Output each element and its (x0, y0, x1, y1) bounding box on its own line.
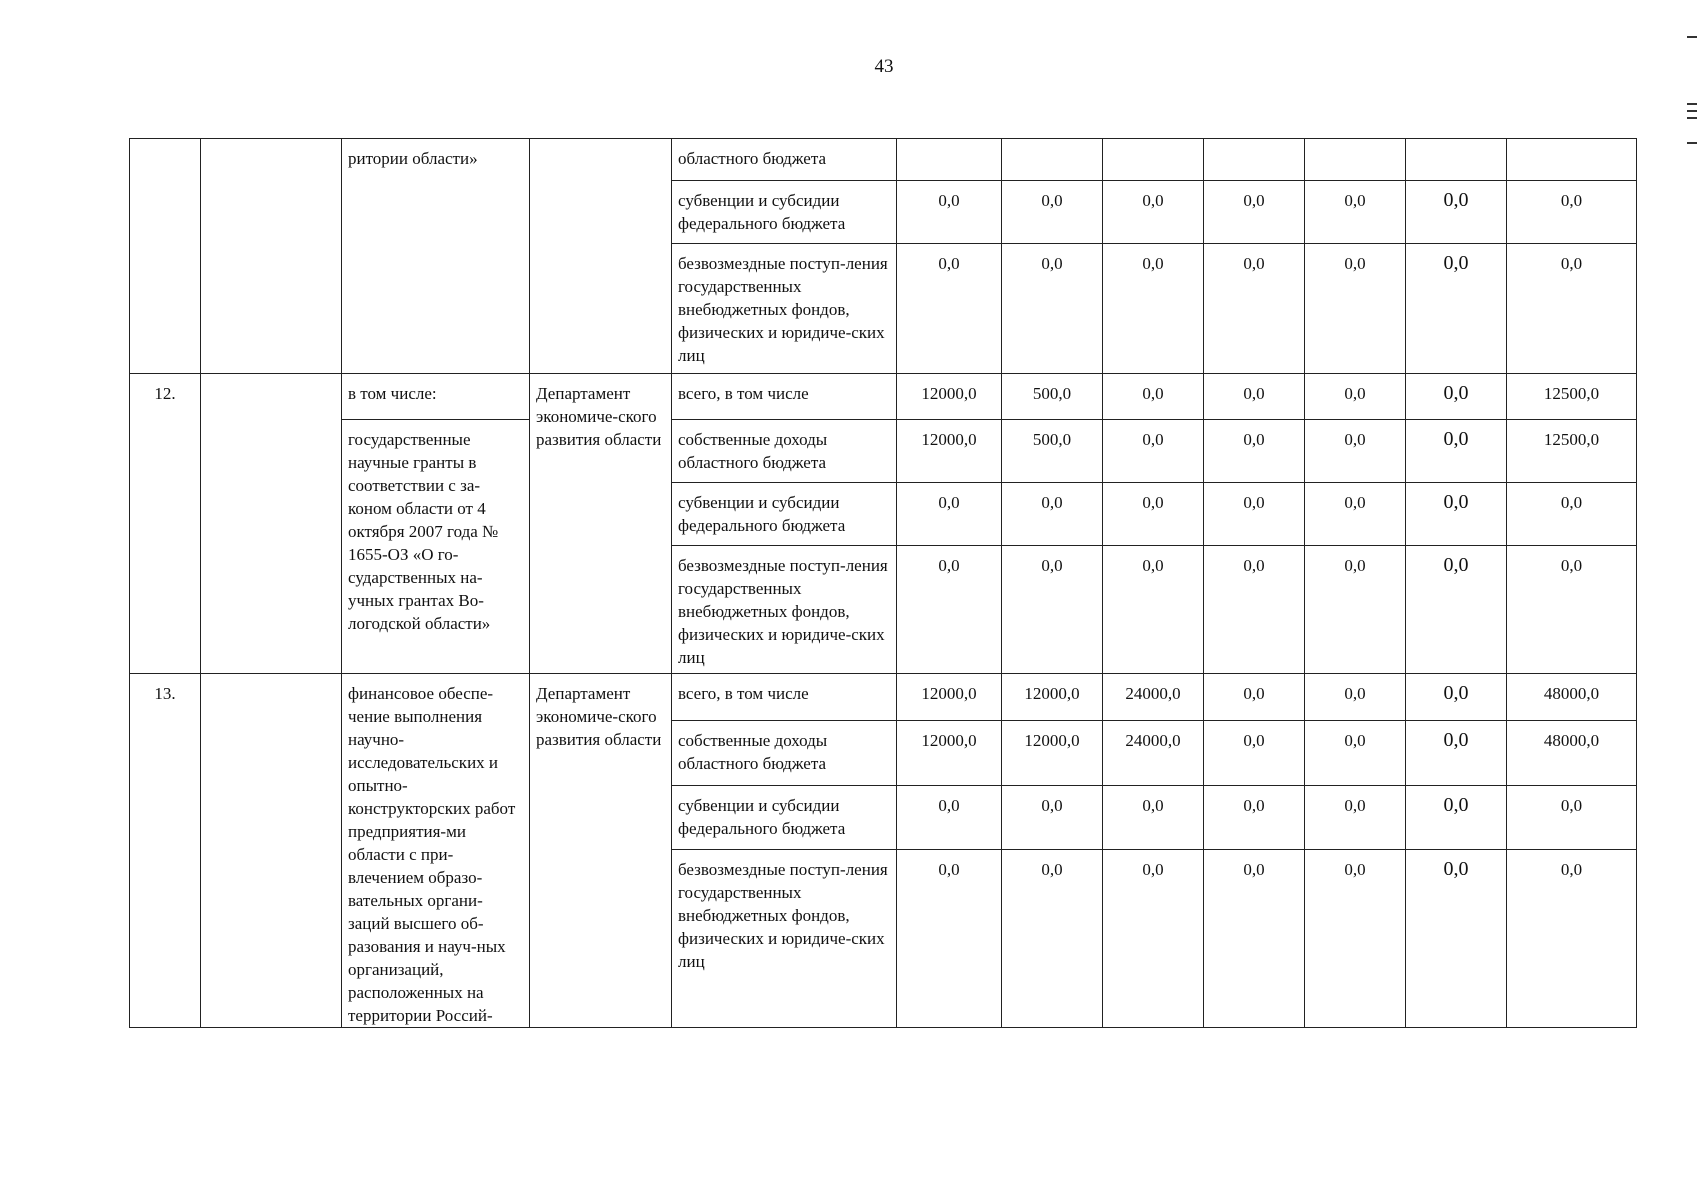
value-cell: 0,0 (1406, 483, 1507, 546)
funding-source: безвозмездные поступ-ления государственных внебюджетных фондов, физических и юридиче-ских лиц (672, 850, 897, 1028)
funding-source: собственные доходы областного бюджета (672, 721, 897, 786)
value-cell: 0,0 (1305, 374, 1406, 420)
value-cell: 12000,0 (897, 674, 1002, 721)
value-cell (897, 139, 1002, 181)
value-cell: 0,0 (1305, 674, 1406, 721)
value-cell: 48000,0 (1507, 674, 1637, 721)
value-cell (1507, 139, 1637, 181)
department (530, 139, 672, 374)
value-cell: 0,0 (1204, 420, 1305, 483)
department: Департамент экономиче-ского развития области (530, 374, 672, 674)
table-row (130, 674, 1637, 721)
value-cell: 0,0 (1406, 546, 1507, 674)
value-cell: 0,0 (1103, 850, 1204, 1028)
value-cell: 0,0 (1103, 546, 1204, 674)
empty-cell (201, 374, 342, 674)
value-cell: 0,0 (1406, 244, 1507, 374)
value-cell: 12000,0 (897, 721, 1002, 786)
value-cell: 0,0 (1507, 181, 1637, 244)
value-cell: 24000,0 (1103, 674, 1204, 721)
value-cell (1406, 139, 1507, 181)
value-cell (1204, 139, 1305, 181)
row-index: 13. (130, 674, 201, 1028)
value-cell: 0,0 (1406, 850, 1507, 1028)
value-cell: 0,0 (1103, 483, 1204, 546)
value-cell: 0,0 (897, 546, 1002, 674)
empty-cell (201, 674, 342, 1028)
value-cell: 0,0 (1002, 850, 1103, 1028)
value-cell: 0,0 (1204, 181, 1305, 244)
value-cell: 0,0 (1103, 785, 1204, 850)
value-cell: 0,0 (1507, 244, 1637, 374)
value-cell: 0,0 (897, 785, 1002, 850)
measure-name: финансовое обеспе-чение выполнения научно-исследовательских и опытно-конструкторских работ предприятия-ми области с при-влечением образо-вательных органи-заций высшего об-разования и науч-ных организаций, расположенных на территории Россий- (342, 674, 530, 1028)
value-cell: 0,0 (1406, 674, 1507, 721)
table-row (130, 139, 1637, 181)
value-cell: 0,0 (1204, 850, 1305, 1028)
funding-source: областного бюджета (672, 139, 897, 181)
table-row (130, 374, 1637, 420)
funding-source: всего, в том числе (672, 374, 897, 420)
funding-source: субвенции и субсидии федерального бюджета (672, 785, 897, 850)
margin-mark (1687, 117, 1697, 119)
value-cell: 12000,0 (1002, 721, 1103, 786)
funding-source: всего, в том числе (672, 674, 897, 721)
empty-cell (201, 139, 342, 374)
measure-name: ритории области» (342, 139, 530, 374)
funding-source: безвозмездные поступ-ления государственных внебюджетных фондов, физических и юридиче-ских лиц (672, 546, 897, 674)
value-cell: 12000,0 (897, 374, 1002, 420)
funding-source: собственные доходы областного бюджета (672, 420, 897, 483)
value-cell: 0,0 (1406, 785, 1507, 850)
value-cell: 0,0 (1406, 721, 1507, 786)
measure-name-heading: в том числе: (342, 374, 530, 420)
value-cell (1002, 139, 1103, 181)
margin-mark (1687, 142, 1697, 144)
value-cell (1305, 139, 1406, 181)
value-cell: 0,0 (1406, 420, 1507, 483)
value-cell: 0,0 (1305, 483, 1406, 546)
margin-mark (1687, 36, 1697, 38)
funding-source: безвозмездные поступ-ления государственных внебюджетных фондов, физических и юридиче-ских лиц (672, 244, 897, 374)
value-cell: 0,0 (1305, 244, 1406, 374)
value-cell: 0,0 (1002, 181, 1103, 244)
funding-source: субвенции и субсидии федерального бюджета (672, 181, 897, 244)
value-cell: 0,0 (1507, 785, 1637, 850)
value-cell: 0,0 (1305, 546, 1406, 674)
value-cell: 0,0 (1507, 850, 1637, 1028)
funding-source: субвенции и субсидии федерального бюджета (672, 483, 897, 546)
page-number: 43 (874, 56, 894, 77)
margin-mark (1687, 110, 1697, 112)
value-cell: 0,0 (1204, 546, 1305, 674)
value-cell: 0,0 (1002, 546, 1103, 674)
value-cell: 12000,0 (897, 420, 1002, 483)
measure-name: государственные научные гранты в соответствии с за-коном области от 4 октября 2007 года № 1655-ОЗ «О го-сударственных на-учных грантах Во-логодской области» (342, 420, 530, 674)
value-cell (1103, 139, 1204, 181)
table-body (130, 139, 1637, 1028)
value-cell: 0,0 (1204, 674, 1305, 721)
value-cell: 500,0 (1002, 420, 1103, 483)
value-cell: 0,0 (1507, 483, 1637, 546)
value-cell: 0,0 (1103, 181, 1204, 244)
value-cell: 0,0 (1305, 420, 1406, 483)
value-cell: 0,0 (1204, 721, 1305, 786)
table-row (130, 420, 1637, 483)
value-cell: 0,0 (1507, 546, 1637, 674)
value-cell: 48000,0 (1507, 721, 1637, 786)
value-cell: 0,0 (1103, 374, 1204, 420)
value-cell: 12500,0 (1507, 374, 1637, 420)
value-cell: 0,0 (897, 244, 1002, 374)
value-cell: 0,0 (897, 850, 1002, 1028)
value-cell: 0,0 (1204, 374, 1305, 420)
value-cell: 0,0 (1305, 721, 1406, 786)
value-cell: 0,0 (1002, 483, 1103, 546)
value-cell: 0,0 (1305, 850, 1406, 1028)
value-cell: 0,0 (1103, 244, 1204, 374)
value-cell: 0,0 (1406, 374, 1507, 420)
row-index (130, 139, 201, 374)
row-index: 12. (130, 374, 201, 674)
value-cell: 0,0 (1103, 420, 1204, 483)
value-cell: 0,0 (1204, 483, 1305, 546)
value-cell: 12000,0 (1002, 674, 1103, 721)
department: Департамент экономиче-ского развития области (530, 674, 672, 1028)
value-cell: 12500,0 (1507, 420, 1637, 483)
value-cell: 0,0 (1406, 181, 1507, 244)
value-cell: 0,0 (1204, 244, 1305, 374)
margin-mark (1687, 103, 1697, 105)
value-cell: 24000,0 (1103, 721, 1204, 786)
value-cell: 0,0 (897, 483, 1002, 546)
value-cell: 0,0 (1305, 785, 1406, 850)
value-cell: 0,0 (1305, 181, 1406, 244)
value-cell: 0,0 (1204, 785, 1305, 850)
value-cell: 0,0 (1002, 785, 1103, 850)
value-cell: 0,0 (1002, 244, 1103, 374)
budget-table (129, 138, 1637, 1028)
value-cell: 0,0 (897, 181, 1002, 244)
value-cell: 500,0 (1002, 374, 1103, 420)
